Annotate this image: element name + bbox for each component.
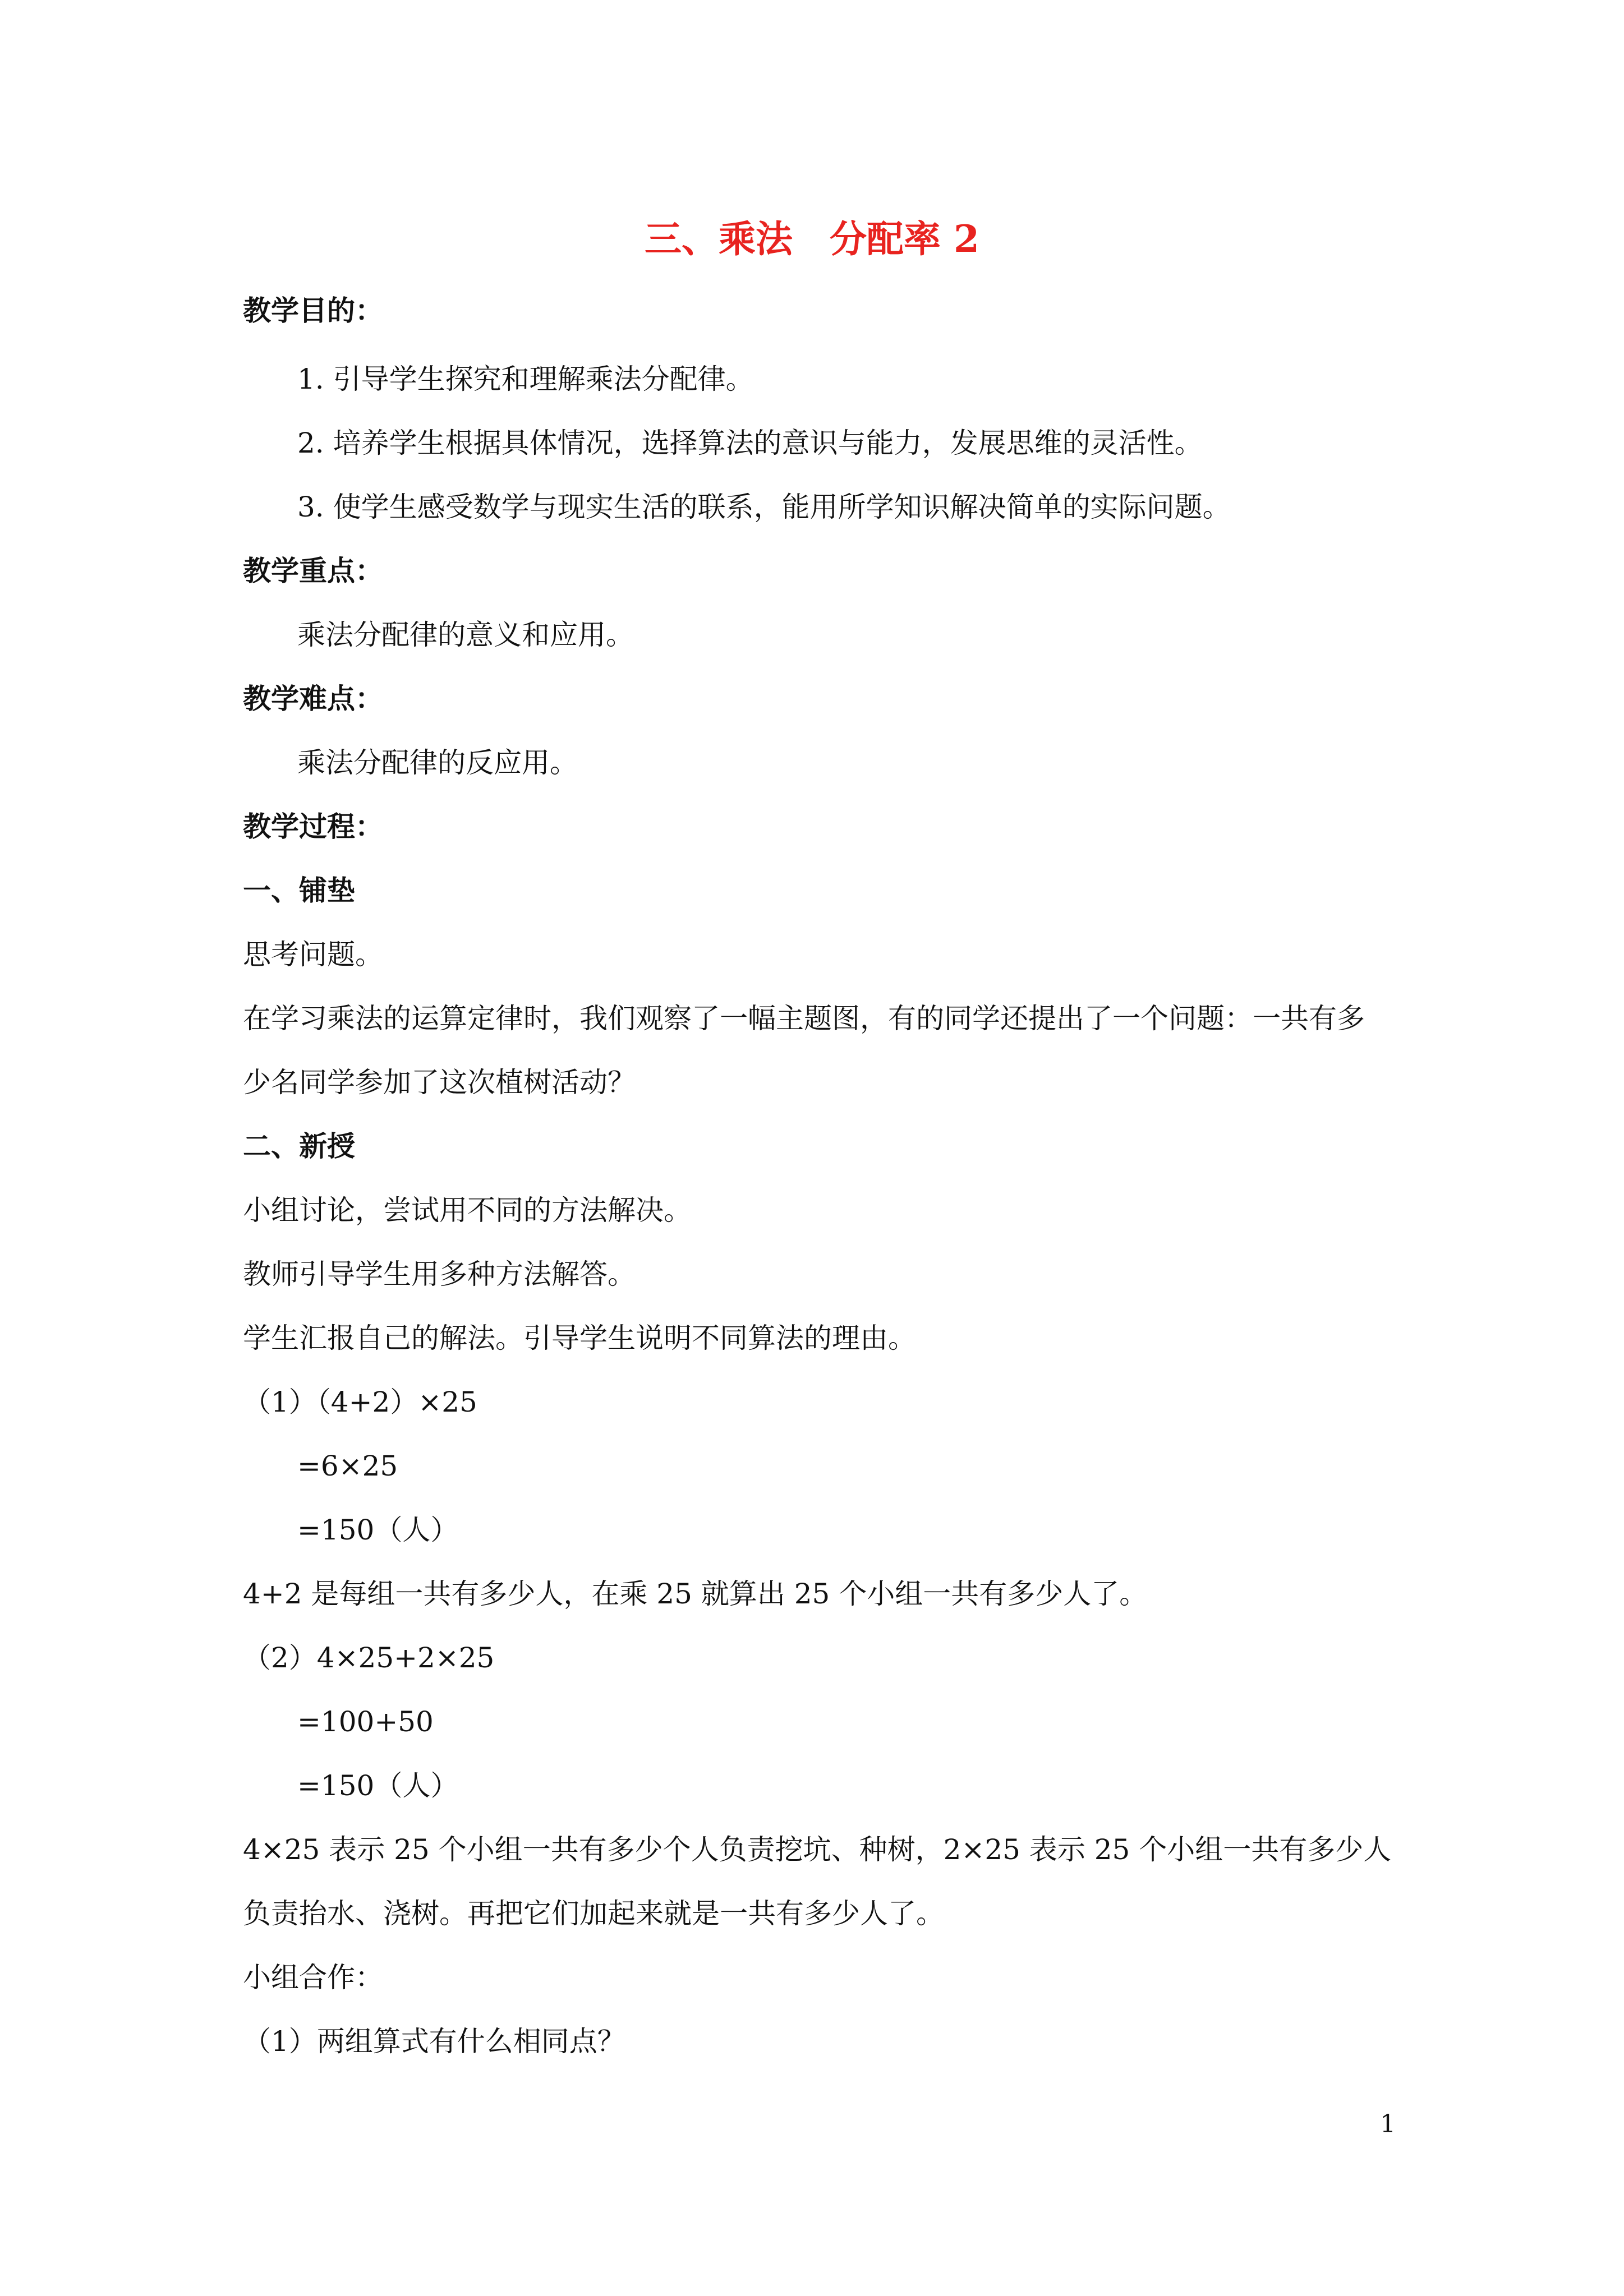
part2-line1: 小组讨论，尝试用不同的方法解决。 [243,1194,692,1227]
method2-step1: =100+50 [297,1705,434,1738]
method1-step1: =6×25 [297,1450,398,1482]
page-title: 三、乘法 分配率 2 [645,217,979,261]
key-points-text: 乘法分配律的意义和应用。 [297,619,634,651]
part2-heading: 二、新授 [243,1129,355,1163]
method2-note-b: 负责抬水、浇树。再把它们加起来就是一共有多少人了。 [243,1897,944,1930]
process-heading: 教学过程： [243,810,383,843]
method1-note: 4+2 是每组一共有多少人，在乘 25 就算出 25 个小组一共有多少人了。 [243,1578,1148,1610]
question-1: （1）两组算式有什么相同点？ [243,2025,625,2058]
group-work-label: 小组合作： [243,1961,383,1994]
difficulty-text: 乘法分配律的反应用。 [297,746,578,779]
part2-line3: 学生汇报自己的解法。引导学生说明不同算法的理由。 [243,1322,916,1354]
method2-step2: =150（人） [297,1769,459,1802]
method2-expression: （2）4×25+2×25 [243,1642,495,1674]
objective-item-3: 3. 使学生感受数学与现实生活的联系，能用所学知识解决简单的实际问题。 [297,491,1231,523]
objectives-heading: 教学目的： [243,294,383,327]
page-number: 1 [1380,2110,1396,2138]
part1-heading: 一、铺垫 [243,874,355,907]
part1-line2a: 在学习乘法的运算定律时，我们观察了一幅主题图，有的同学还提出了一个问题：一共有多 [243,1002,1365,1035]
difficulty-heading: 教学难点： [243,682,383,715]
part2-line2: 教师引导学生用多种方法解答。 [243,1258,636,1290]
method1-expression: （1）（4+2）×25 [243,1386,477,1418]
method2-note-a: 4×25 表示 25 个小组一共有多少个人负责挖坑、种树，2×25 表示 25 个小组一共有多少人 [243,1833,1392,1866]
objective-item-1: 1. 引导学生探究和理解乘法分配律。 [297,363,754,395]
key-points-heading: 教学重点： [243,554,383,587]
objective-item-2: 2. 培养学生根据具体情况，选择算法的意识与能力，发展思维的灵活性。 [297,427,1203,459]
part1-line2b: 少名同学参加了这次植树活动？ [243,1066,636,1099]
part1-line1: 思考问题。 [243,938,383,971]
method1-step2: =150（人） [297,1514,459,1546]
